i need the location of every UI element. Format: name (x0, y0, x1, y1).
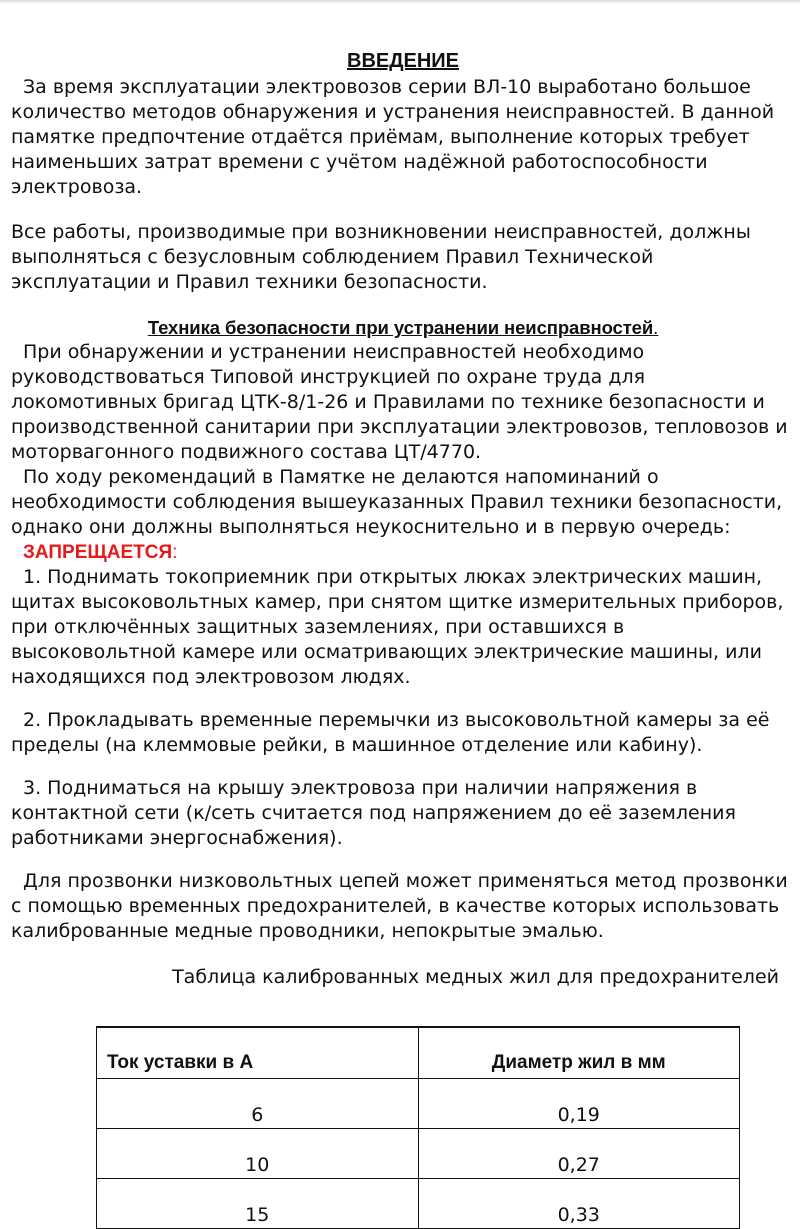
cell-current: 10 (97, 1129, 419, 1179)
table-caption: Таблица калиброванных медных жил для предохранителей (172, 966, 779, 988)
rule-1: 1. Поднимать токоприемник при открытых люках электрических машин, щитах высоковольтных камер, при снятом щитке измерительных приборов, при отключённых защитных заземлениях, при оставшихся в высоковольтной камере или осматривающих электрические машины, или находящихся под электровозом людях. (11, 566, 784, 688)
intro-paragraph-1: За время эксплуатации электровозов серии ВЛ-10 выработано большое количество методов обнаружения и устранения неисправностей. В данной памятке предпочтение отдаётся приёмам, выполнение которых требует наименьших затрат времени с учётом надёжной работоспособности электровоза. (11, 76, 775, 198)
cell-diameter: 0,19 (418, 1079, 740, 1129)
forbidden-colon: : (172, 542, 178, 563)
forbidden-label: ЗАПРЕЩАЕТСЯ (23, 542, 173, 563)
safety-paragraph-1: При обнаружении и устранении неисправностей необходимо руководствоваться Типовой инструкцией по охране труда для локомотивных бригад ЦТК-8/1-26 и Правилами по технике безопасности и производственной санитарии при эксплуатации электровозов, тепловозов и моторвагонного подвижного состава ЦТ/4770. (11, 341, 788, 463)
probe-paragraph: Для прозвонки низковольтных цепей может применяться метод прозвонки с помощью временных предохранителей, в качестве которых использовать калиброванные медные проводники, непокрытые эмалью. (11, 870, 788, 942)
cell-diameter: 0,33 (418, 1179, 740, 1229)
window-top-edge (0, 0, 800, 4)
safety-title-text: Техника безопасности при устранении неисправностей (147, 317, 654, 338)
rule-2: 2. Прокладывать временные перемычки из высоковольтной камеры за её пределы (на клеммовые рейки, в машинное отделение или кабину). (11, 709, 770, 756)
table-row (97, 1079, 740, 1129)
table-header-row (97, 1027, 740, 1079)
document-body (11, 48, 795, 990)
intro-paragraph-2: Все работы, производимые при возникновении неисправностей, должны выполняться с безусловным соблюдением Правил Технической эксплуатации и Правил техники безопасности. (11, 221, 751, 293)
page-title: ВВЕДЕНИЕ (347, 50, 459, 72)
forbidden-heading (11, 540, 795, 565)
cell-diameter: 0,27 (418, 1129, 740, 1179)
header-diameter: Диаметр жил в мм (418, 1027, 740, 1079)
rule-3: 3. Подниматься на крышу электровоза при наличии напряжения в контактной сети (к/сеть считается под напряжением до её заземления работниками энергоснабжения). (11, 777, 736, 849)
header-current: Ток уставки в А (97, 1027, 419, 1079)
safety-section-title (11, 315, 795, 340)
cell-current: 6 (97, 1079, 419, 1129)
table-row (97, 1129, 740, 1179)
fuse-wire-table (96, 1026, 740, 1229)
table-row (97, 1179, 740, 1229)
cell-current: 15 (97, 1179, 419, 1229)
safety-title-dot: . (653, 317, 659, 338)
safety-paragraph-2: По ходу рекомендаций в Памятке не делаются напоминаний о необходимости соблюдения вышеуказанных Правил техники безопасности, однако они должны выполняться неукоснительно и в первую очередь: (11, 466, 783, 538)
